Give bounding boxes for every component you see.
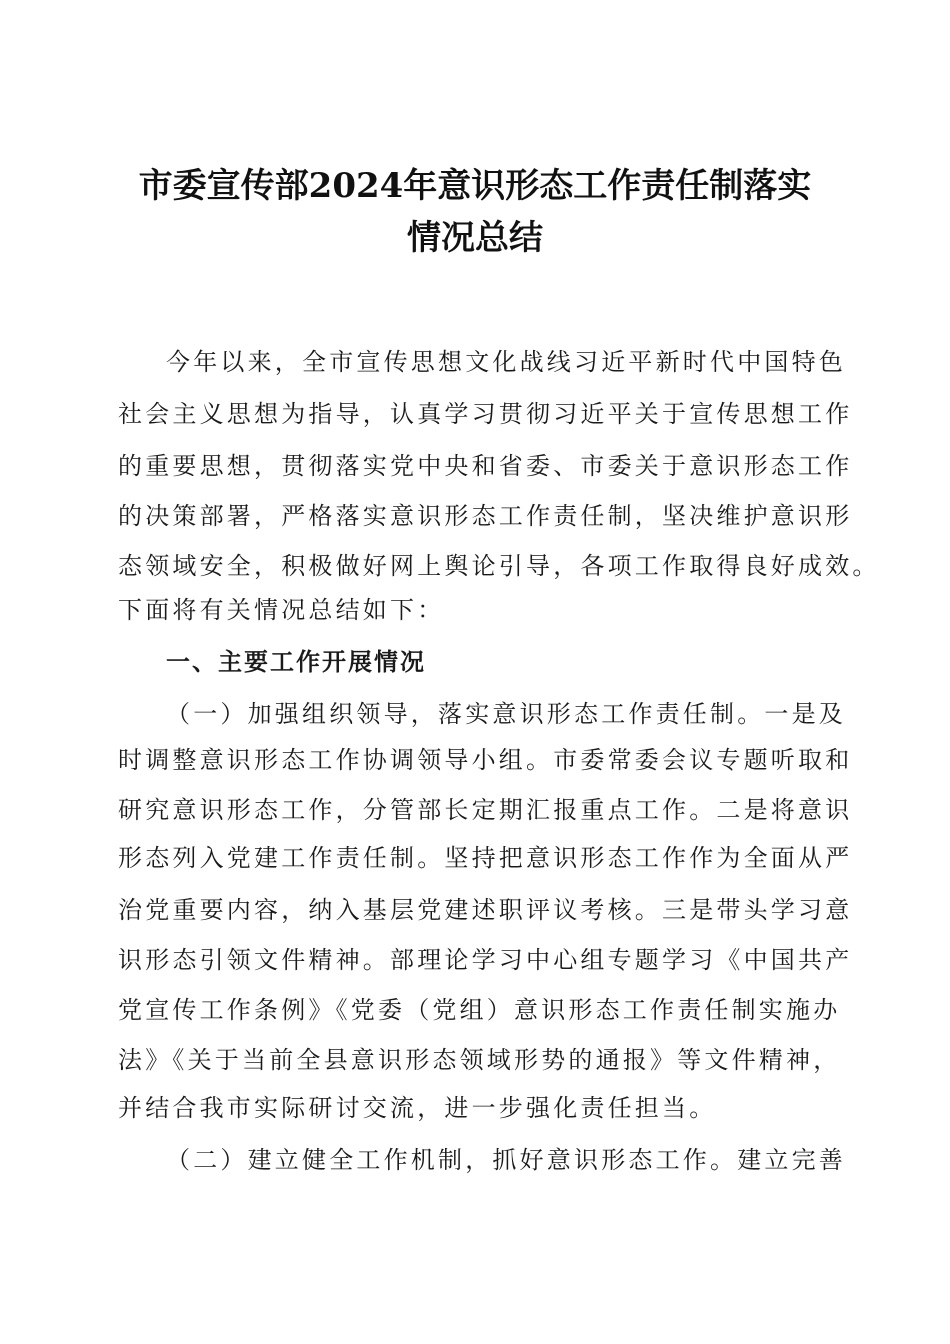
paragraph-1-line-2: 社会主义思想为指导，认真学习贯彻习近平关于宣传思想工作 xyxy=(118,400,853,428)
paragraph-1-line-6: 下面将有关情况总结如下： xyxy=(118,596,445,624)
subsection-1-line-2: 时调整意识形态工作协调领导小组。市委常委会议专题听取和 xyxy=(118,746,853,774)
subsection-2-line-1: （二）建立健全工作机制，抓好意识形态工作。建立完善 xyxy=(166,1146,846,1174)
paragraph-1-line-5: 态领域安全，积极做好网上舆论引导，各项工作取得良好成效。 xyxy=(118,552,880,580)
section-1-heading: 一、主要工作开展情况 xyxy=(166,648,426,676)
subsection-1-line-6: 识形态引领文件精神。部理论学习中心组专题学习《中国共产 xyxy=(118,946,853,974)
subsection-1-line-3: 研究意识形态工作，分管部长定期汇报重点工作。二是将意识 xyxy=(118,796,853,824)
paragraph-1-line-1: 今年以来，全市宣传思想文化战线习近平新时代中国特色 xyxy=(166,348,846,376)
subsection-1-line-8: 法》《关于当前全县意识形态领域形势的通报》等文件精神， xyxy=(118,1046,841,1074)
subsection-1-line-9: 并结合我市实际研讨交流，进一步强化责任担当。 xyxy=(118,1094,717,1122)
document-title-line-1: 市委宣传部2024年意识形态工作责任制落实 xyxy=(138,166,812,206)
paragraph-1-line-4: 的决策部署，严格落实意识形态工作责任制，坚决维护意识形 xyxy=(118,502,853,530)
paragraph-1-line-3: 的重要思想，贯彻落实党中央和省委、市委关于意识形态工作 xyxy=(118,452,853,480)
subsection-1-line-4: 形态列入党建工作责任制。坚持把意识形态工作作为全面从严 xyxy=(118,844,853,872)
subsection-1-line-5: 治党重要内容，纳入基层党建述职评议考核。三是带头学习意 xyxy=(118,896,853,924)
subsection-1-line-7: 党宣传工作条例》《党委（党组）意识形态工作责任制实施办 xyxy=(118,996,841,1024)
document-title-line-2: 情况总结 xyxy=(407,218,543,258)
subsection-1-line-1: （一）加强组织领导，落实意识形态工作责任制。一是及 xyxy=(166,700,846,728)
